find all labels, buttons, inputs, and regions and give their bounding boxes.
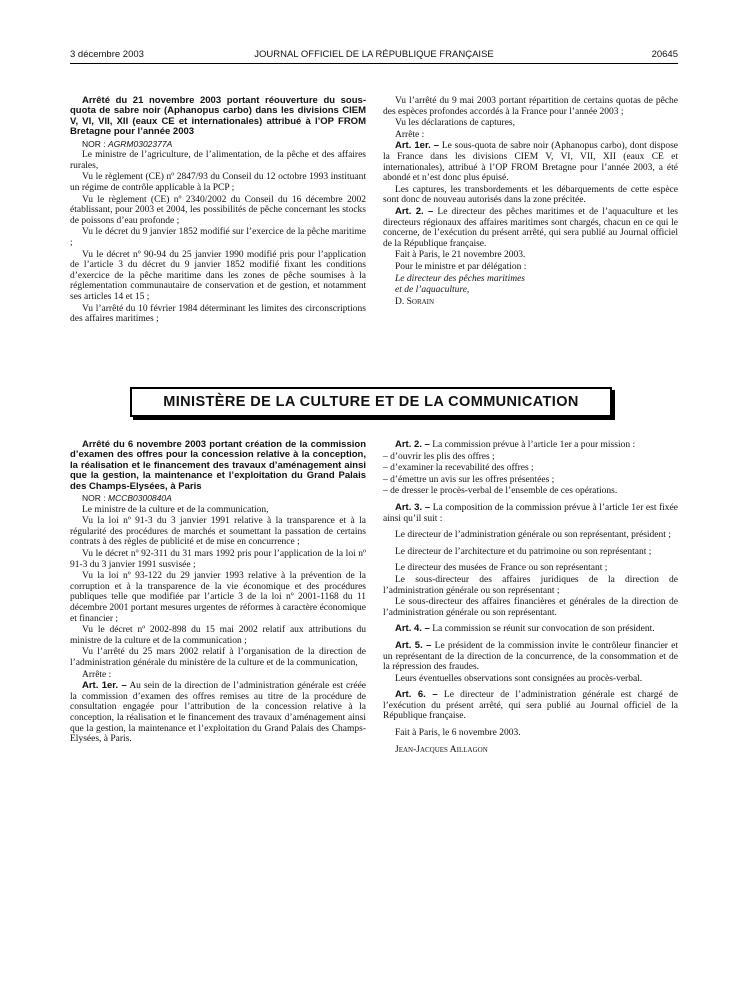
decree2-para: Vu le décret nº 92-311 du 31 mars 1992 pris pour l’application de la loi nº 91-3 du 3 janvier 1991 susvisée ; [70, 549, 366, 570]
decree2-left-column [70, 440, 366, 746]
decree2-list-item: – d’examiner la recevabilité des offres ; [383, 463, 534, 474]
decree1-sig-line1: Pour le ministre et par délégation : [395, 261, 527, 272]
header-date: 3 décembre 2003 [70, 49, 144, 60]
decree1-para: Vu l’arrêté du 9 mai 2003 portant répartition de certains quotas de pêche des espèces profondes accordés à la France pour l’année 2003 ; [383, 96, 678, 117]
decree2-arrete: Arrête : [82, 669, 112, 680]
decree2-nor: NOR : MCCB0300840A [82, 493, 172, 504]
decree2-para: Vu la loi nº 91-3 du 3 janvier 1991 relative à la transparence et à la régularité des procédures de marchés et soumettant la passation de certains contrats à des règles de publicité et de mise en concurrence ; [70, 516, 366, 548]
decree2-member: Le sous-directeur des affaires juridiques de la direction de l’administration générale ou son représentant ; [383, 574, 678, 596]
decree2-para: Le ministre de la culture et de la communication, [82, 504, 269, 515]
decree1-sig-line2: Le directeur des pêches maritimes [395, 273, 525, 284]
decree2-article-2: Art. 2. – La commission prévue à l’article 1er a pour mission : [395, 439, 636, 450]
decree2-article-1: Art. 1er. – Au sein de la direction de l’administration générale est créée la commission d’examen des offres remises au titre de la procédure de consultation engagée pour l’attribution de la concession relative à la conception, la réalisation et le financement des travaux d’aménagement ainsi que la gestion, la maintenance et l’exploitation du Grand Palais des Champs-Elysées, à Paris. [70, 680, 367, 745]
decree2-fait: Fait à Paris, le 6 novembre 2003. [395, 728, 521, 739]
decree1-para: Vu l’arrêté du 10 février 1984 déterminant les limites des circonscriptions des affaires maritimes ; [70, 303, 366, 325]
header-journal-title: JOURNAL OFFICIEL DE LA RÉPUBLIQUE FRANÇAISE [254, 49, 494, 60]
header-page-number: 20645 [651, 49, 678, 60]
decree1-article-1: Art. 1er. – Le sous-quota de sabre noir (Aphanopus carbo), dont dispose la France dans les divisions CIEM V, VI, VII, XII (eaux CE et internationales), attribué à l’OP FROM Bretagne pour l’année 2003, a été abondé et n’est donc plus épuisé. [383, 140, 678, 184]
decree2-member: Le directeur des musées de France ou son représentant ; [395, 563, 608, 574]
decree2-member: Le directeur de l’administration générale ou son représentant, président ; [395, 530, 671, 541]
decree1-fait: Fait à Paris, le 21 novembre 2003. [395, 250, 526, 261]
decree1-para: Vu le règlement (CE) nº 2340/2002 du Conseil du 16 décembre 2002 établissant, pour 2003 et 2004, les possibilités de pêche concernant les stocks de poissons d’eau profonde ; [70, 194, 366, 226]
ministry-banner-label: MINISTÈRE DE LA CULTURE ET DE LA COMMUNICATION [163, 394, 579, 410]
decree2-right-column [383, 440, 678, 756]
decree2-article-5: Art. 5. – Le président de la commission invite le contrôleur financier et un représentant de la direction de la concurrence, de la consommation et de la répression des fraudes. [383, 639, 678, 673]
decree2-list-item: – d’ouvrir les plis des offres ; [383, 451, 495, 462]
decree1-nor: NOR : AGRM0302377A [82, 138, 173, 149]
decree2-list-item: – d’émettre un avis sur les offres présentées ; [383, 474, 555, 485]
decree1-signatory: D. Sorain [395, 296, 435, 307]
decree2-para: Vu le décret nº 2002-898 du 15 mai 2002 relatif aux attributions du ministre de la culture et de la communication ; [70, 625, 366, 646]
decree2-para: Leurs éventuelles observations sont consignées au procès-verbal. [395, 673, 643, 684]
decree1-arrete: Arrête : [395, 129, 425, 140]
decree1-para: Vu le décret du 9 janvier 1852 modifié sur l’exercice de la pêche maritime ; [70, 227, 366, 248]
decree2-member: Le sous-directeur des affaires financières et générales de la direction de l’administration générale ou son représentant. [383, 597, 678, 618]
decree2-para: Vu la loi nº 93-122 du 29 janvier 1993 relative à la prévention de la corruption et à la transparence de la vie économique et des procédures publiques telle que modifiée par l’article 3 de la loi nº 2001-1168 du 11 décembre 2001 portant mesures urgentes de réformes à caractère économique et financier ; [70, 571, 366, 624]
decree2-para: Vu l’arrêté du 25 mars 2002 relatif à l’organisation de la direction de l’administration générale du ministère de la culture et de la communication, [70, 647, 366, 668]
decree1-article-2: Art. 2. – Le directeur des pêches maritimes et de l’aquaculture et les directeurs régionaux des affaires maritimes sont chargés, chacun en ce qui le concerne, de l’exécution du présent arrêté, qui sera publié au Journal officiel de la République française. [383, 205, 678, 249]
decree1-title: Arrêté du 21 novembre 2003 portant réouverture du sous-quota de sabre noir (Aphanopus carbo) dans les divisions CIEM V, VI, VII, XII (eaux CE et internationales) attribué à l’OP FROM Bretagne pour l’année 2003 [70, 95, 366, 138]
decree1-para: Vu les déclarations de captures, [395, 118, 515, 129]
decree2-article-3: Art. 3. – La composition de la commission prévue à l’article 1er est fixée ainsi qu’il suit : [383, 501, 678, 524]
decree1-sig-line3: et de l’aquaculture, [395, 285, 470, 296]
decree2-article-6: Art. 6. – Le directeur de l’administration générale est chargé de l’exécution du présent arrêté, qui sera publié au Journal officiel de la République française. [383, 689, 678, 722]
decree2-member: Le directeur de l’architecture et du patrimoine ou son représentant ; [395, 546, 652, 557]
decree1-para: Vu le règlement (CE) nº 2847/93 du Conseil du 12 octobre 1993 instituant un régime de contrôle applicable à la PCP ; [70, 172, 366, 193]
decree1-right-column [383, 96, 678, 308]
decree2-signatory: Jean-Jacques Aillagon [395, 744, 488, 755]
ministry-banner [130, 387, 612, 417]
decree2-title: Arrêté du 6 novembre 2003 portant création de la commission d’examen des offres pour la concession relative à la conception, la réalisation et le financement des travaux d’aménagement ainsi que la gestion, la maintenance et l’exploitation du Grand Palais des Champs-Elysées, à Paris [70, 439, 366, 492]
decree1-para: Vu le décret nº 90-94 du 25 janvier 1990 modifié pris pour l’application de l’article 3 du décret du 9 janvier 1852 modifié fixant les conditions d’exercice de la pêche maritime dans les zones de pêche soumises à la réglementation communautaire de conservation et de gestion, et notamment ses articles 14 et 15 ; [70, 249, 366, 302]
decree2-article-4: Art. 4. – La commission se réunit sur convocation de son président. [395, 623, 655, 635]
header-rule [70, 63, 678, 64]
decree1-left-column [70, 96, 366, 326]
decree1-para: Les captures, les transbordements et les débarquements de cette espèce sont donc de nouveau autorisés dans la zone précitée. [383, 184, 678, 206]
decree2-list-item: – de dresser le procès-verbal de l’ensemble de ces opérations. [383, 486, 618, 497]
decree1-para: Le ministre de l’agriculture, de l’alimentation, de la pêche et des affaires rurales, [70, 150, 366, 171]
